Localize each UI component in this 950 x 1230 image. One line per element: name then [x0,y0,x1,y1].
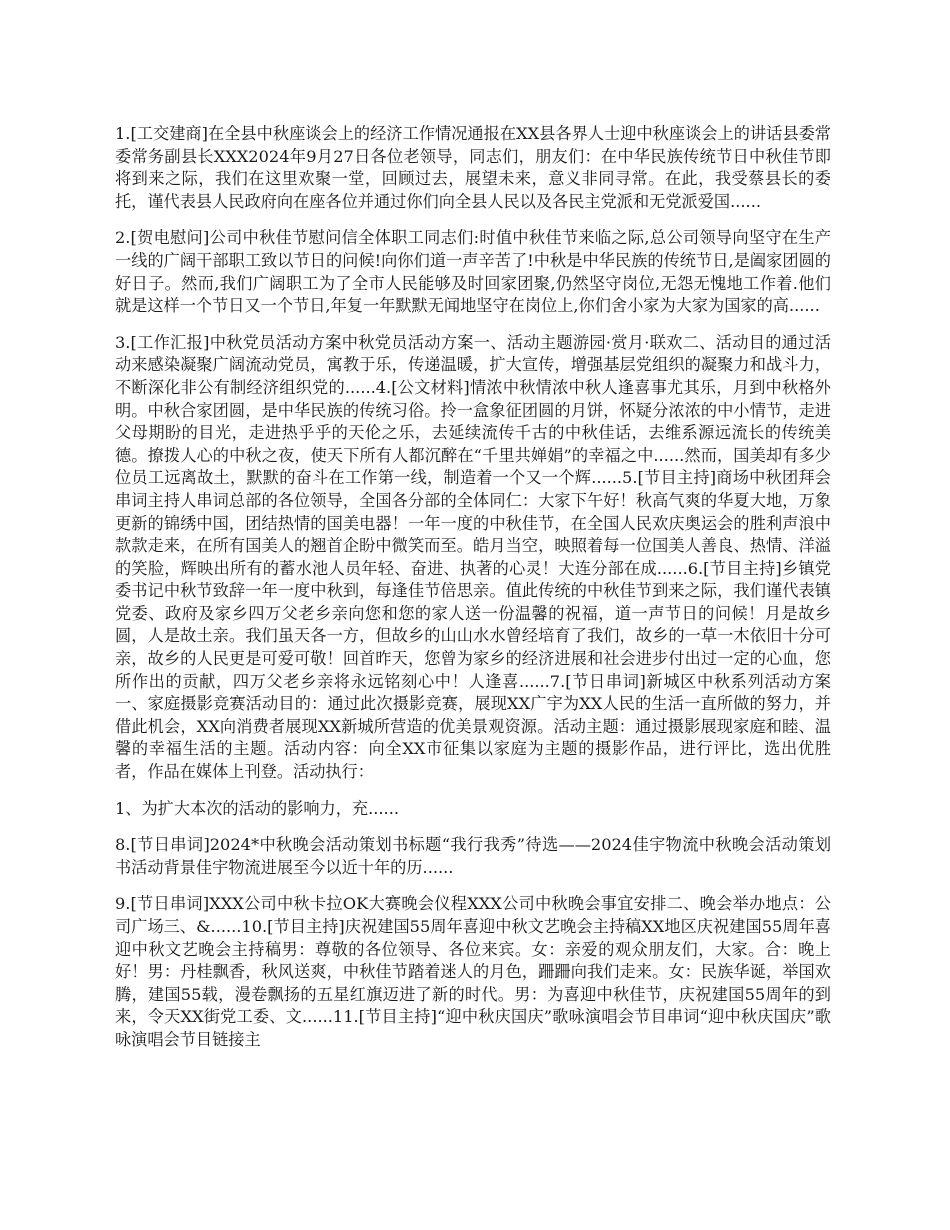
document-body [115,123,831,1066]
paragraph-3: 3.[工作汇报]中秋党员活动方案中秋党员活动方案一、活动主题游园·赏月·联欢二、活动目的通过活动来感染凝聚广阔流动党员，寓教于乐，传递温暖，扩大宣传，增强基层党组织的凝聚力和战斗力，不断深化非公有制经济组织党的......4.[公文材料]情浓中秋情浓中秋人逢喜事尤其乐，月到中秋格外明。中秋合家团圆，是中华民族的传统习俗。拎一盒象征团圆的月饼，怀疑分浓浓的中小情节，走进父母期盼的目光，走进热乎乎的天伦之乐，去延续流传千古的中秋佳话，去维系源远流长的传统美德。撩拨人心的中秋之夜，使天下所有人都沉醉在“千里共婵娟”的幸福之中......然而，国美却有多少位员工远离故土，默默的奋斗在工作第一线，制造着一个又一个辉......5.[节目主持]商场中秋团拜会串词主持人串词总部的各位领导，全国各分部的全体同仁：大家下午好！秋高气爽的华夏大地，万象更新的锦绣中国，团结热情的国美电器！一年一度的中秋佳节，在全国人民欢庆奥运会的胜利声浪中款款走来，在所有国美人的翘首企盼中微笑而至。皓月当空，映照着每一位国美人善良、热情、洋溢的笑脸，辉映出所有的蓄水池人员年轻、奋进、执著的心灵！大连分部在成......6.[节目主持]乡镇党委书记中秋节致辞一年一度中秋到，每逢佳节倍思亲。值此传统的中秋佳节到来之际，我们谨代表镇党委、政府及家乡四万父老乡亲向您和您的家人送一份温馨的祝福，道一声节日的问候！月是故乡圆，人是故土亲。我们虽天各一方，但故乡的山山水水曾经培育了我们，故乡的一草一木依旧十分可亲，故乡的人民更是可爱可敬！回首昨天，您曾为家乡的经济进展和社会进步付出过一定的心血，您所作出的贡献，四万父老乡亲将永远铭刻心中！人逢喜......7.[节日串词]新城区中秋系列活动方案一、家庭摄影竞赛活动目的：通过此次摄影竞赛，展现XX广宇为XX人民的生活一直所做的努力，并借此机会，XX向消费者展现XX新城所营造的优美景观资源。活动主题：通过摄影展现家庭和睦、温馨的幸福生活的主题。活动内容：向全XX市征集以家庭为主题的摄影作品，进行评比，选出优胜者，作品在媒体上刊登。活动执行： [115,332,831,782]
paragraph-2: 2.[贺电慰问]公司中秋佳节慰问信全体职工同志们:时值中秋佳节来临之际,总公司领导向坚守在生产一线的广阔干部职工致以节日的问候!向你们道一声辛苦了!中秋是中华民族的传统节日,是阖家团圆的好日子。然而,我们广阔职工为了全市人民能够及时回家团聚,仍然坚守岗位,无怨无愧地工作着.他们就是这样一个节日又一个节日,年复一年默默无闻地坚守在岗位上,你们舍小家为大家为国家的高...... [115,228,831,316]
paragraph-1: 1.[工交建商]在全县中秋座谈会上的经济工作情况通报在XX县各界人士迎中秋座谈会上的讲话县委常委常务副县长XXX2024年9月27日各位老领导，同志们，朋友们：在中华民族传统节日中秋佳节即将到来之际，我们在这里欢聚一堂，回顾过去，展望未来，意义非同寻常。在此，我受蔡县长的委托，谨代表县人民政府向在座各位并通过你们向全县人民以及各民主党派和无党派爱国...... [115,124,831,211]
paragraph-6: 9.[节日串词]XXX公司中秋卡拉OK大赛晚会仪程XXX公司中秋晚会事宜安排二、晚会举办地点：公司广场三、&......10.[节目主持]庆祝建国55周年喜迎中秋文艺晚会主持稿XX地区庆祝建国55周年喜迎中秋文艺晚会主持稿男：尊敬的各位领导、各位来宾。女：亲爱的观众朋友们，大家。合：晚上好！男：丹桂飘香，秋风送爽，中秋佳节踏着迷人的月色，跚跚向我们走来。女：民族华诞，举国欢腾，建国55载，漫卷飘扬的五星红旗迈进了新的时代。男：为喜迎中秋佳节，庆祝建国55周年的到来，令天XX街党工委、文......11.[节目主持]“迎中秋庆国庆”歌咏演唱会节目串词“迎中秋庆国庆”歌咏演唱会节目链接主 [115,894,831,1049]
paragraph-5: 8.[节日串词]2024*中秋晚会活动策划书标题“我行我秀”待选——2024佳宇物流中秋晚会活动策划书活动背景佳宇物流进展至今以近十年的历...... [115,835,831,877]
paragraph-4: 1、为扩大本次的活动的影响力，充...... [115,798,399,818]
